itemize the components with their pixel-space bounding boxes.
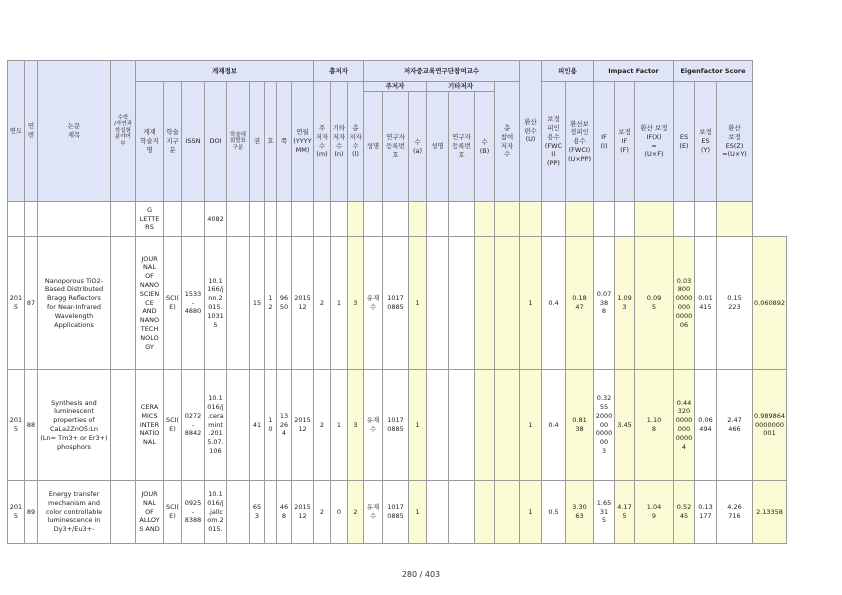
- cell-corrected-if: 1.10 8: [635, 370, 674, 481]
- cell-year: 201 5: [8, 370, 25, 481]
- header-impact-factor: Impact Factor: [594, 61, 674, 82]
- cell-issue: 1 2: [265, 237, 277, 370]
- header-eval-class: 학술대 회발표 구분: [227, 82, 250, 202]
- cell-volume: 41: [250, 370, 265, 481]
- cell-if: 4.17 5: [615, 481, 635, 544]
- cell-doi: 10.1 016/j .jallc om.2 015.: [205, 481, 227, 544]
- header-participating-faculty: 저자중교육연구단참여교수: [364, 61, 520, 82]
- header-citations: 피인용: [542, 61, 594, 82]
- table-row: [8, 481, 787, 544]
- cell-fwci: 0.18 47: [566, 237, 594, 370]
- header-rank: 수학 /자연과 학실험 분야여 부: [111, 61, 136, 202]
- header-paper-title: 논문 제목: [38, 61, 111, 202]
- cell-journal: CERA MICS INTER NATIO NAL: [136, 370, 164, 481]
- cell-pages: 46 8: [277, 481, 292, 544]
- research-table: [7, 60, 787, 544]
- cell-date: 2015 12: [292, 481, 314, 544]
- cell-jclass: SCI( E): [164, 370, 182, 481]
- cell-converted-es: 2.13358: [753, 481, 787, 544]
- cell-corrected-if: 1.04 9: [635, 481, 674, 544]
- header-eigenfactor: Eigenfactor Score: [674, 61, 753, 82]
- header-converted-es: 환산 보정 ES(Z) =(U×Y): [717, 82, 753, 202]
- header-other-b: 수 (B): [475, 92, 495, 202]
- cell-journal: JOUR NAL OF ALLOY S AND: [136, 481, 164, 544]
- cell-converted: 0.5: [542, 481, 566, 544]
- cell-converted-es: 0.989864 0000000 001: [753, 370, 787, 481]
- header-converted-count: 환산 편수 (U): [520, 61, 542, 202]
- cell-no: 87: [25, 237, 38, 370]
- cell-issue: 1 0: [265, 370, 277, 481]
- cell-date: 2015 12: [292, 370, 314, 481]
- cell-journal: G LETTE RS: [136, 202, 164, 237]
- cell-es: 0.13 177: [695, 481, 717, 544]
- cell-total-count: 3: [348, 370, 364, 481]
- header-doi: DOI: [205, 82, 227, 202]
- header-converted-cites: 환산보 정피인 용수 (FWCI) (U×PP): [566, 82, 594, 202]
- cell-ufwci: 1.6531 5: [594, 481, 615, 544]
- header-main-a: 수 (a): [409, 92, 427, 202]
- cell-title: Energy transfer mechanism and color controllable luminescence in Dy3+/Eu3+-: [38, 481, 111, 544]
- cell-volume: 15: [250, 237, 265, 370]
- cell-name: 유재 수: [364, 237, 383, 370]
- header-issue: 호: [265, 82, 277, 202]
- cell-converted-if: 0.03800 0000000 000006: [674, 237, 695, 370]
- table-row: [8, 202, 787, 237]
- header-converted-if: 환산 보정 IF(X) = (U×F): [635, 82, 674, 202]
- cell-name: 유재 수: [364, 481, 383, 544]
- header-es: ES (E): [674, 82, 695, 202]
- header-issn: ISSN: [182, 82, 205, 202]
- cell-doi: 10.1 166/j nn.2 015. 1031 5: [205, 237, 227, 370]
- cell-issn: 0925 - 8388: [182, 481, 205, 544]
- cell-corrected-es: 2.47 466: [717, 370, 753, 481]
- header-serial: 연번: [25, 61, 38, 202]
- cell-name: 유재 수: [364, 370, 383, 481]
- cell-other-count: 1: [331, 370, 348, 481]
- cell-doi: 4082: [205, 202, 227, 237]
- cell-main-count: 2: [314, 237, 331, 370]
- header-other-name: 성명: [427, 92, 449, 202]
- header-main-count: 주 저자 수 (m): [314, 82, 331, 202]
- cell-a: 1: [409, 370, 427, 481]
- cell-other-count: 0: [331, 481, 348, 544]
- cell-fwci: 0.81 38: [566, 370, 594, 481]
- header-corrected-if: 보정 IF (F): [615, 82, 635, 202]
- cell-issn: 1533 - 4880: [182, 237, 205, 370]
- cell-converted: 0.4: [542, 370, 566, 481]
- header-other-regno: 연구자 등록번 호: [449, 92, 475, 202]
- cell-corrected-if: 0.09 5: [635, 237, 674, 370]
- header-page: 쪽: [277, 82, 292, 202]
- cell-if: 3.45: [615, 370, 635, 481]
- cell-a: 1: [409, 237, 427, 370]
- cell-main-count: 2: [314, 370, 331, 481]
- cell-volume: 65 3: [250, 481, 265, 544]
- cell-ufwci: 0.3255 200000 000000 3: [594, 370, 615, 481]
- cell-issue: [265, 481, 277, 544]
- cell-jclass: SCI( E): [164, 237, 182, 370]
- cell-no: 88: [25, 370, 38, 481]
- cell-converted-es: 0.060892: [753, 237, 787, 370]
- cell-pages: 96 50: [277, 237, 292, 370]
- header-other-authors: 기타저자: [427, 82, 495, 92]
- header-if: IF (I): [594, 82, 615, 202]
- header-main-name: 성명: [364, 92, 383, 202]
- cell-participants: 1: [520, 370, 542, 481]
- header-other-count: 기타 저자 수 (n): [331, 82, 348, 202]
- cell-a: 1: [409, 481, 427, 544]
- header-main-authors: 주저자: [364, 82, 427, 92]
- cell-no: 89: [25, 481, 38, 544]
- cell-total-count: 2: [348, 481, 364, 544]
- cell-title: Nanoporous TiO2- Based Distributed Bragg Reflectors for Near-Infrared Wavelength Applications: [38, 237, 111, 370]
- cell-es: 0.01 415: [695, 237, 717, 370]
- cell-corrected-es: 0.15 223: [717, 237, 753, 370]
- cell-converted: 0.4: [542, 237, 566, 370]
- cell-jclass: SCI( E): [164, 481, 182, 544]
- cell-year: 201 5: [8, 237, 25, 370]
- cell-fwci: 3.30 63: [566, 481, 594, 544]
- cell-corrected-es: 4.26 716: [717, 481, 753, 544]
- header-volume: 권: [250, 82, 265, 202]
- cell-ufwci: 0.0738 8: [594, 237, 615, 370]
- page-number: 280 / 403: [401, 570, 441, 579]
- cell-journal: JOUR NAL OF NANO SCIEN CE AND NANO TECH NOLO GY: [136, 237, 164, 370]
- header-date: 연월 (YYYY MM): [292, 82, 314, 202]
- cell-pages: 13 26 4: [277, 370, 292, 481]
- cell-regno: 1017 0885: [383, 481, 409, 544]
- cell-title: Synthesis and luminescent properties of CaLa2ZnO5:Ln (Ln= Tm3+ or Er3+) phosphors: [38, 370, 111, 481]
- cell-if: 1.09 3: [615, 237, 635, 370]
- header-corrected-cites: 보정 피인 용수 (FWC I) (PP): [542, 82, 566, 202]
- cell-total-count: 3: [348, 237, 364, 370]
- cell-converted-if: 0.5245: [674, 481, 695, 544]
- cell-issn: 0272 - 8842: [182, 370, 205, 481]
- cell-regno: 1017 0885: [383, 370, 409, 481]
- header-journal-info: 게재정보: [136, 61, 314, 82]
- cell-main-count: 2: [314, 481, 331, 544]
- header-journal-name: 게재 학술지 명: [136, 82, 164, 202]
- cell-es: 0.06 494: [695, 370, 717, 481]
- table-row: [8, 370, 787, 481]
- table-row: [8, 237, 787, 370]
- header-corrected-es: 보정 ES (Y): [695, 82, 717, 202]
- cell-doi: 10.1 016/j .cera mint .201 5.07. 106: [205, 370, 227, 481]
- cell-date: 2015 12: [292, 237, 314, 370]
- cell-participants: 1: [520, 481, 542, 544]
- header-year: 연도: [8, 61, 25, 202]
- cell-participants: 1: [520, 237, 542, 370]
- cell-regno: 1017 0885: [383, 237, 409, 370]
- header-total-authors: 총저자: [314, 61, 364, 82]
- cell-converted-if: 0.44320 0000000 00004: [674, 370, 695, 481]
- cell-other-count: 1: [331, 237, 348, 370]
- header-journal-class: 학술 지구 분: [164, 82, 182, 202]
- header-total-count: 총 저자 수 (l): [348, 82, 364, 202]
- header-participants: 총 참여 저자 수: [495, 82, 520, 202]
- cell-year: 201 5: [8, 481, 25, 544]
- header-main-regno: 연구자 등록번 호: [383, 92, 409, 202]
